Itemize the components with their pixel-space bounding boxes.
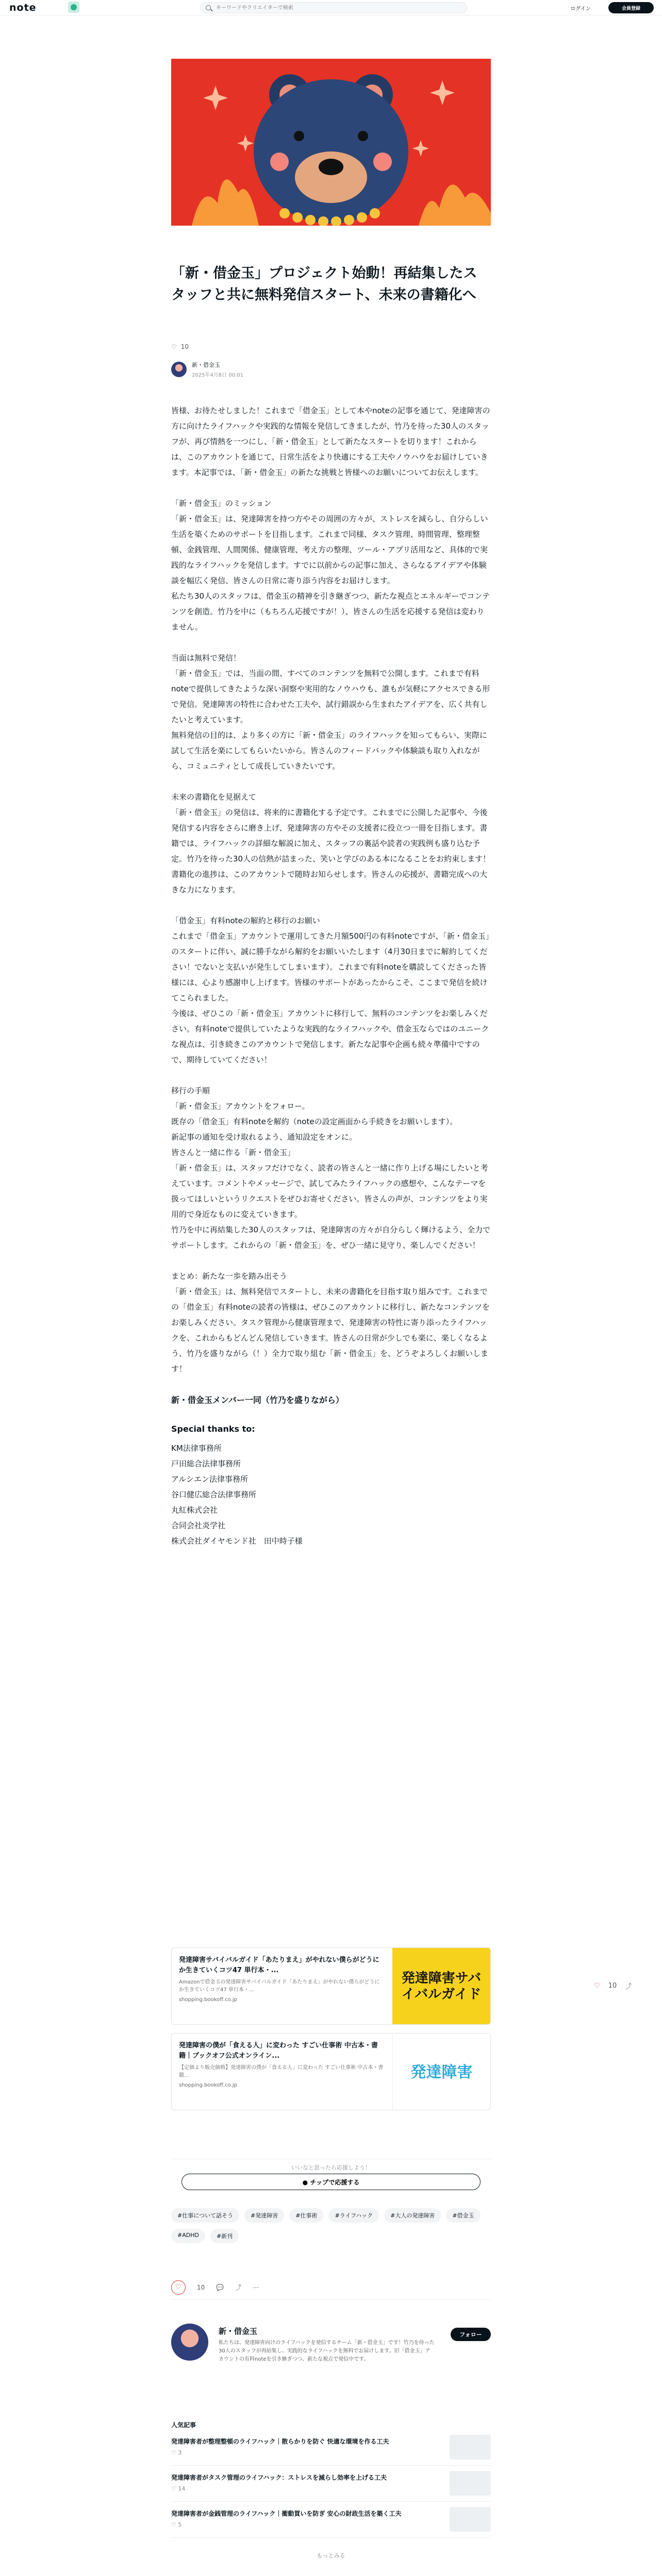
embed-description: 【定価より販売価格】発達障害の僕が「食える人」に変わった すごい仕事術 中古本・書籍... [179, 2065, 384, 2078]
thanks-heading: Special thanks to: [171, 1424, 255, 1434]
tag[interactable]: #仕事について話そう [171, 2208, 239, 2223]
coin-icon: ● [302, 2178, 310, 2186]
thanks-item: アルシエン法律事務所 [171, 1475, 249, 1484]
thanks-item: 株式会社ダイヤモンド社 田中時子様 [171, 1536, 303, 1546]
popular-item[interactable] [171, 2435, 491, 2466]
floating-like[interactable] [594, 1981, 632, 1991]
tag[interactable]: #仕事術 [289, 2208, 323, 2223]
thanks-item: 戸田総合法律事務所 [171, 1459, 241, 1468]
note-logo[interactable]: note [9, 2, 37, 13]
popular-item[interactable] [171, 2507, 491, 2538]
like-summary[interactable] [171, 342, 189, 352]
hero-image [171, 59, 491, 226]
article-actions [171, 2279, 491, 2300]
search-icon [206, 5, 211, 10]
publish-date: 2025年4月8日 00:01 [192, 372, 244, 378]
search-input[interactable] [216, 4, 453, 11]
follow-button[interactable]: フォロー [451, 2328, 491, 2341]
paragraph: 「新・借金玉」のミッション 「新・借金玉」は、発達障害を持つ方やその周囲の方々が、ストレスを減らし、自分らしい生活を築くためのサポートを目指します。これまで同様、タスク管理、時間管理、整理整頓、金銭管理、人間関係、健康管理、考え方の整理、ツール・アプリ活用など、具体的で実践的なライフハックを発信します。すでに以前からの記事に加え、さらなるアイデアや体験談を幅広く発信、皆さんの日常に寄り添う内容をお届けします。 私たち30人のスタッフは、借金玉の精神を引き継ぎつつ、新たな視点とエネルギーでコンテンツを創造。竹乃を中に（もちろん応援ですが！）、皆さんの生活を応援する発信は変わりません。 [171, 499, 490, 632]
embed-url: shopping.bookoff.co.jp [179, 2082, 237, 2088]
like-count: 10 [197, 2283, 205, 2291]
author-avatar[interactable] [171, 362, 187, 377]
top-bar [0, 0, 662, 15]
embed-thumbnail[interactable] [392, 2033, 490, 2110]
tag[interactable]: #新刊 [210, 2229, 239, 2243]
tag[interactable]: #借金玉 [446, 2208, 480, 2223]
tip-label: チップで応援する [310, 2178, 360, 2186]
author-line[interactable] [171, 361, 243, 378]
embed-description: Amazonで借金玉の発達障害サバイバルガイド「あたりまえ」がやれない僕らがどうにか生きていくコツ47 単行本・... [179, 1979, 380, 1993]
embed-url: shopping.bookoff.co.jp [179, 1997, 237, 2003]
support-section [171, 2159, 491, 2195]
login-button[interactable]: ログイン [560, 2, 601, 13]
creator-description: 私たちは、発達障害向けのライフハックを発信するチーム「新・借金玉」です！竹乃を待った30人のスタッフが再結集し、実践的なライフハックを無料でお届けします。旧「借金玉」アカウントの有料noteを引き継ぎつつ、新たな視点で発信中です。 [219, 2340, 435, 2362]
tag[interactable]: #ライフハック [328, 2208, 379, 2223]
article-body [171, 403, 491, 1549]
popular-title[interactable]: 発達障害者が金銭管理のライフハック｜衝動買いを防ぎ 安心の財政生活を築く工夫 [171, 2510, 402, 2517]
heart-icon: ♡ [171, 2485, 178, 2492]
author-name[interactable]: 新・借金玉 [192, 362, 220, 368]
popular-title[interactable]: 発達障害者が整理整頓のライフハック｜散らかりを防ぐ 快適な環境を作る工夫 [171, 2438, 389, 2445]
signup-button[interactable]: 会員登録 [608, 2, 654, 13]
comment-icon[interactable]: 💬 [216, 2283, 224, 2291]
creator-avatar[interactable] [171, 2324, 208, 2361]
more-link[interactable]: もっとみる [317, 2552, 345, 2559]
tag[interactable]: #ADHD [171, 2229, 205, 2243]
logo-badge-icon[interactable] [68, 2, 79, 13]
heart-icon: ♡ [171, 2521, 178, 2528]
thanks-item: 丸紅株式会社 [171, 1505, 218, 1515]
heart-icon[interactable]: ♡ [171, 343, 177, 350]
tag[interactable]: #発達障害 [244, 2208, 284, 2223]
thanks-item: 合同会社炎学社 [171, 1521, 226, 1530]
like-count: 10 [608, 1982, 617, 1990]
tag-list [171, 2208, 491, 2243]
paragraph: まとめ：新たな一歩を踏み出そう 「新・借金玉」は、無料発信でスタートし、未来の書籍化を目指す取り組みです。これまでの「借金玉」有料noteの読者の皆様は、ぜひこのアカウントに移行し、新たなコンテンツをお楽しみください。タスク管理から健康管理まで、発達障害の特性に寄り添ったライフハックを、これからもどんどん発信していきます。皆さんの日常が少しでも楽に、楽しくなるよう、竹乃を盛りながら（！）全力で取り組む「新・借金玉」を、どうぞよろしくお願いします！ [171, 1272, 490, 1374]
embed-thumbnail[interactable] [392, 1948, 490, 2025]
popular-thumbnail[interactable] [450, 2435, 491, 2460]
thanks-item: 谷口健広総合法律事務所 [171, 1490, 257, 1499]
embed-card[interactable] [171, 1947, 491, 2025]
popular-thumbnail[interactable] [450, 2471, 491, 2496]
paragraph: 「借金玉」有料noteの解約と移行のお願い これまで「借金玉」アカウントで運用してきた月額500円の有料noteですが、「新・借金玉」のスタートに伴い、誠に勝手ながら解約をお願いいたします（4月30日までに解約してください！でないと支払いが発生してしまいます）。これまで有料noteを購読してくださった皆様には、心より感謝申し上げます。皆様のサポートがあったからこそ、ここまで発信を続けてこられました。 今後は、ぜひこの「新・借金玉」アカウントに移行して、無料のコンテンツをお楽しみください。有料noteで提供していたような実践的なライフハックや、借金玉ならではのユニークな視点は、引き続きこのアカウントで発信します。新たな記事や企画も続々準備中ですので、期待していてください！ [171, 916, 490, 1064]
article-title: 「新・借金玉」プロジェクト始動！再結集したスタッフと共に無料発信スタート、未来の書籍化へ [171, 265, 477, 303]
popular-likes: ♡ 14 [171, 2485, 186, 2492]
book-cover-title: 発達障害サバイバルガイド [401, 1970, 482, 2002]
creator-profile [171, 2324, 491, 2370]
like-count: 10 [180, 343, 189, 350]
popular-likes: ♡ 3 [171, 2449, 182, 2456]
search-box[interactable] [200, 2, 467, 13]
heart-icon: ♡ [171, 2449, 178, 2456]
paragraph: 未来の書籍化を見据えて 「新・借金玉」の発信は、将来的に書籍化する予定です。これまでに公開した記事や、今後発信する内容をさらに磨き上げ、発達障害の方やその支援者に役立つ一冊を目指します。書籍では、ライフハックの詳細な解説に加え、スタッフの裏話や読者の実践例も盛り込む予定。竹乃を待った30人の信熱が詰まった、笑いと学びのある本になることをお約束します！ 書籍化の進捗は、このアカウントで随時お知らせします。皆さんの応援が、書籍完成への大きな力になります。 [171, 792, 491, 894]
tag[interactable]: #大人の発達障害 [384, 2208, 441, 2223]
thanks-list [171, 1440, 491, 1549]
paragraph: 当面は無料で発信！ 「新・借金玉」では、当面の間、すべてのコンテンツを無料で公開します。これまで有料noteで提供してきたような深い洞察や実用的なノウハウも、誰もが気軽にアクセスできる形で発信。発達障害の特性に合わせた工夫や、試行錯誤から生まれたアイデアを、広く共有したいと考えています。 無料発信の目的は、より多くの方に「新・借金玉」のライフハックを知ってもらい、実際に試して生活を楽にしてもらいたいから。皆さんのフィードバックや体験談も取り入れながら、コミュニティとして成長していきたいです。 [171, 653, 490, 771]
paragraph: 皆様、お待たせしました！これまで「借金玉」として本やnoteの記事を通じて、発達障害の方に向けたライフハックや実践的な情報を発信してきましたが、竹乃を待った30人のスタッフが、再び情熱を一つにし、「新・借金玉」として新たなスタートを切ります！これからは、このアカウントを通じて、日常生活をより快適にする工夫やノウハウをお届けしていきます。本記事では、「新・借金玉」の新たな挑戦と皆様へのお願いについてお伝えします。 [171, 406, 490, 477]
like-button[interactable]: ♡ [171, 2280, 186, 2295]
share-icon[interactable]: ⤴ [235, 2284, 242, 2291]
members-heading: 新・借金玉メンバー一同（竹乃を盛りながら） [171, 1395, 344, 1405]
creator-name[interactable]: 新・借金玉 [219, 2327, 258, 2336]
popular-likes: ♡ 5 [171, 2521, 182, 2528]
paragraph: 移行の手順 「新・借金玉」アカウントをフォロー。 既存の「借金玉」有料noteを解約（noteの設定画面から手続きをお願いします）。 新記事の通知を受け取れるよう、通知設定をオンに。 皆さんと一緒に作る「新・借金玉」 「新・借金玉」は、スタッフだけでなく、読者の皆さんと一緒に作り上げる場にしたいと考えています。コメントやメッセージで、試してみたライフハックの感想や、こんなテーマを扱ってほしいというリクエストをぜひお寄せください。皆さんの声が、コンテンツをより実用的で身近なものに変えていきます。 竹乃を中に再結集した30人のスタッフは、発達障害の方々が自分らしく輝けるよう、全力でサポートします。これからの「新・借金玉」を、ぜひ一緒に見守り、楽しんでください！ [171, 1086, 491, 1250]
share-icon[interactable]: ⤴ [625, 1983, 632, 1991]
popular-item[interactable] [171, 2471, 491, 2502]
popular-thumbnail[interactable] [450, 2507, 491, 2532]
thanks-item: KM法律事務所 [171, 1444, 222, 1453]
bear-illustration [171, 59, 491, 226]
heart-icon[interactable]: ♡ [594, 1982, 600, 1990]
more-icon[interactable]: ⋯ [253, 2283, 259, 2291]
popular-heading: 人気記事 [171, 2421, 196, 2429]
popular-title[interactable]: 発達障害者がタスク管理のライフハック：ストレスを減らし効率を上げる工夫 [171, 2474, 387, 2481]
book-cover-title: 発達障害 [410, 2063, 473, 2081]
embed-title[interactable]: 発達障害の僕が「食える人」に変わった すごい仕事術 中古本・書籍｜ブックオフ公式オンライン... [179, 2042, 378, 2060]
support-prompt: いいなと思ったら応援しよう！ [291, 2164, 371, 2171]
embed-title[interactable]: 発達障害サバイバルガイド「あたりまえ」がやれない僕らがどうにか生きていくコツ47 単行本・... [179, 1956, 379, 1974]
embed-card[interactable] [171, 2033, 491, 2110]
tip-button[interactable] [181, 2174, 481, 2190]
